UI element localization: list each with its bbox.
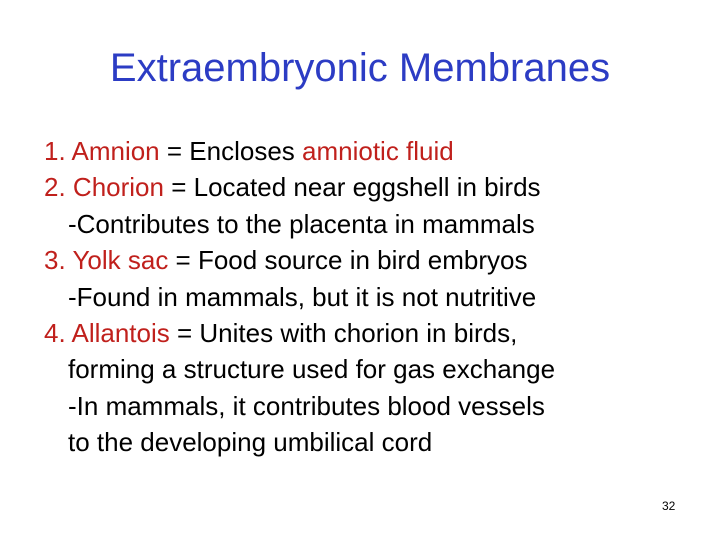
list-item-continuation: to the developing umbilical cord [68, 427, 433, 458]
item-number: 4. [44, 317, 66, 348]
separator: = [168, 245, 198, 276]
definition-text: Encloses [189, 136, 303, 166]
separator: = [163, 172, 194, 203]
slide-body [44, 133, 555, 461]
highlight-amniotic-fluid: amniotic fluid [302, 136, 454, 166]
list-item-continuation: -In mammals, it contributes blood vessels [68, 390, 545, 421]
definition-text: Food source in bird embryos [197, 245, 528, 276]
list-item-continuation: -Found in mammals, but it is not nutritive [68, 281, 537, 312]
term-chorion: Chorion [72, 172, 164, 203]
separator: = [159, 136, 190, 166]
slide-title: Extraembryonic Membranes [109, 46, 611, 90]
item-number: 3. [44, 245, 66, 276]
separator: = [169, 317, 200, 348]
term-amnion: Amnion [71, 136, 160, 166]
list-item-allantois [44, 315, 555, 351]
term-yolk-sac: Yolk sac [72, 245, 169, 276]
list-item-amnion [44, 133, 555, 169]
item-number: 1. [44, 136, 66, 166]
list-item-chorion [44, 169, 555, 205]
term-allantois: Allantois [71, 317, 170, 348]
definition-text: Located near eggshell in birds [193, 172, 541, 203]
list-item-continuation: forming a structure used for gas exchange [68, 354, 556, 385]
list-item-yolk-sac [44, 242, 555, 278]
slide-number: 32 [662, 499, 676, 513]
list-item-continuation: -Contributes to the placenta in mammals [68, 208, 535, 239]
definition-text: Unites with chorion in birds, [199, 317, 518, 348]
item-number: 2. [44, 172, 66, 203]
